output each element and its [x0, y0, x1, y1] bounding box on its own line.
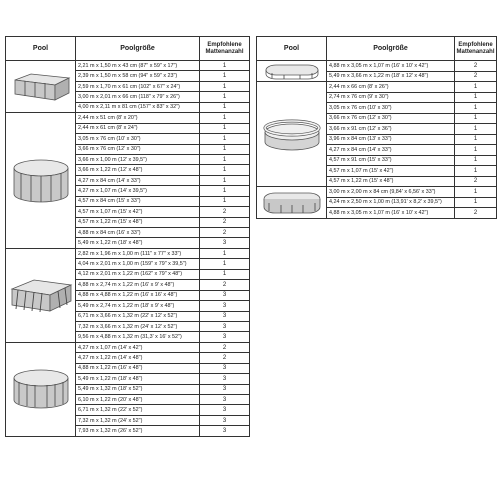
pool-size-cell: 4,57 m x 1,07 m (15' x 42"): [327, 166, 455, 177]
pool-size-cell: 3,66 m x 91 cm (12' x 36"): [327, 124, 455, 135]
pool-size-cell: 4,27 m x 84 cm (14' x 33"): [327, 145, 455, 156]
pool-size-cell: 3,05 m x 76 cm (10' x 30"): [76, 134, 200, 144]
pool-size-cell: 6,10 m x 1,22 m (20' x 48"): [76, 395, 200, 405]
table-row: [257, 61, 497, 72]
mat-count-cell: 1: [455, 166, 497, 177]
mat-count-cell: 1: [455, 187, 497, 198]
mat-count-cell: 3: [200, 332, 250, 342]
pool-size-cell: 6,71 m x 1,32 m (22' x 52"): [76, 405, 200, 415]
pool-size-cell: 7,93 m x 1,32 m (26' x 52"): [76, 426, 200, 436]
pool-column-header: Pool: [6, 37, 76, 61]
mat-count-cell: 3: [200, 405, 250, 415]
pool-size-cell: 2,44 m x 66 cm (8' x 26"): [327, 82, 455, 93]
mat-count-cell: 1: [200, 123, 250, 133]
pool-column-header: Pool: [257, 37, 327, 61]
mat-count-cell: 2: [200, 342, 250, 352]
mat-count-cell: 1: [455, 124, 497, 135]
pool-size-cell: 3,00 m x 2,00 m x 84 cm (9,84' x 6,56' x 33"): [327, 187, 455, 198]
mat-count-cell: 1: [200, 154, 250, 164]
oval-frame-pool-icon: [257, 61, 327, 82]
pool-size-cell: 5,49 m x 1,22 m (18' x 48"): [76, 238, 200, 248]
pool-size-table-left: [5, 36, 250, 437]
mat-count-cell: 1: [200, 61, 250, 71]
mat-count-cell: 1: [455, 103, 497, 114]
mat-count-cell: 1: [200, 71, 250, 81]
mat-count-cell: 2: [200, 280, 250, 290]
pool-size-cell: 9,56 m x 4,88 m x 1,32 m (31,3' x 16' x 52"): [76, 332, 200, 342]
pool-size-cell: 3,00 m x 2,01 m x 66 cm (118" x 79" x 26"): [76, 92, 200, 102]
mat-count-cell: 1: [455, 134, 497, 145]
mat-count-cell: 3: [200, 395, 250, 405]
pool-size-cell: 4,88 m x 84 cm (16' x 33"): [76, 228, 200, 238]
pool-size-cell: 4,57 m x 84 cm (15' x 33"): [76, 196, 200, 206]
pool-size-cell: 3,66 m x 76 cm (12' x 30"): [327, 113, 455, 124]
pool-size-cell: 2,39 m x 1,50 m x 58 cm (94" x 59" x 23"): [76, 71, 200, 81]
mat-count-cell: 2: [455, 61, 497, 72]
mat-count-cell: 1: [200, 259, 250, 269]
mat-count-cell: 3: [200, 384, 250, 394]
mat-count-cell: 1: [455, 197, 497, 208]
mat-count-cell: 1: [455, 113, 497, 124]
pool-size-cell: 3,66 m x 76 cm (12' x 30"): [76, 144, 200, 154]
pool-size-cell: 4,12 m x 2,01 m x 1,22 m (162" x 79" x 48"): [76, 269, 200, 279]
rectangular-frame-pool-small-icon: [6, 61, 76, 113]
pool-size-cell: 4,27 m x 1,07 m (14' x 39,5"): [76, 186, 200, 196]
mat-count-cell: 3: [200, 311, 250, 321]
pool-size-cell: 5,49 m x 3,66 m x 1,22 m (18' x 12' x 48"): [327, 71, 455, 82]
pool-size-column-header: Poolgröße: [76, 37, 200, 61]
pool-size-cell: 6,71 m x 3,66 m x 1,32 m (22' x 12' x 52"): [76, 311, 200, 321]
pool-size-cell: 3,66 m x 1,22 m (12' x 48"): [76, 165, 200, 175]
pool-size-cell: 2,82 m x 1,96 m x 1,00 m (111" x 77" x 33"): [76, 248, 200, 258]
pool-size-cell: 4,27 m x 1,22 m (14' x 48"): [76, 353, 200, 363]
oval-metal-frame-pool-icon: [257, 187, 327, 219]
pool-size-cell: 3,96 m x 84 cm (13' x 33"): [327, 134, 455, 145]
mat-count-cell: 3: [200, 238, 250, 248]
mat-count-cell: 2: [455, 208, 497, 219]
mat-count-cell: 1: [200, 269, 250, 279]
pool-size-cell: 4,57 m x 1,22 m (15' x 48"): [76, 217, 200, 227]
pool-size-cell: 4,27 m x 84 cm (14' x 33"): [76, 175, 200, 185]
table-row: [257, 187, 497, 198]
mat-count-cell: 1: [455, 155, 497, 166]
mat-count-cell: 2: [200, 217, 250, 227]
pool-size-cell: 4,24 m x 2,50 m x 1,00 m (13,91' x 8,2' x 39,5"): [327, 197, 455, 208]
pool-size-cell: 2,44 m x 61 cm (8' x 24"): [76, 123, 200, 133]
pool-size-cell: 2,44 m x 51 cm (8' x 20"): [76, 113, 200, 123]
table-row: [6, 342, 250, 352]
table-row: [6, 113, 250, 123]
mat-count-cell: 1: [200, 81, 250, 91]
pool-size-cell: 2,21 m x 1,50 m x 43 cm (87" x 59" x 17"): [76, 61, 200, 71]
pool-size-cell: 4,88 m x 3,05 m x 1,07 m (16' x 10' x 42"): [327, 61, 455, 72]
mat-count-cell: 2: [455, 71, 497, 82]
mat-count-column-header: Empfohlene Mattenanzahl: [200, 37, 250, 61]
mat-count-cell: 1: [200, 113, 250, 123]
table-header-row: [6, 37, 250, 61]
mat-count-cell: 1: [200, 248, 250, 258]
mat-count-cell: 1: [200, 186, 250, 196]
easy-set-pool-icon: [257, 82, 327, 187]
mat-count-cell: 3: [200, 363, 250, 373]
pool-size-cell: 7,32 m x 3,66 m x 1,32 m (24' x 12' x 52"): [76, 321, 200, 331]
pool-size-cell: 4,04 m x 2,01 m x 1,00 m (159" x 79" x 39,5"): [76, 259, 200, 269]
pool-size-cell: 4,88 m x 3,05 m x 1,07 m (16' x 10' x 42"): [327, 208, 455, 219]
mat-count-cell: 3: [200, 301, 250, 311]
mat-count-cell: 1: [200, 175, 250, 185]
pool-size-cell: 4,57 m x 1,22 m (15' x 48"): [327, 176, 455, 187]
mat-count-cell: 1: [455, 145, 497, 156]
pool-size-cell: 4,88 m x 4,88 m x 1,22 m (16' x 16' x 48"): [76, 290, 200, 300]
table-row: [257, 82, 497, 93]
pool-size-cell: 5,49 m x 1,32 m (18' x 52"): [76, 384, 200, 394]
round-frame-pool-icon: [6, 113, 76, 249]
mat-count-cell: 1: [200, 196, 250, 206]
mat-count-cell: 2: [200, 228, 250, 238]
mat-count-cell: 1: [200, 144, 250, 154]
pool-size-table-right: [256, 36, 497, 219]
mat-count-cell: 1: [200, 134, 250, 144]
mat-count-cell: 2: [200, 207, 250, 217]
mat-count-cell: 1: [455, 92, 497, 103]
pool-size-cell: 4,00 m x 2,11 m x 81 cm (157" x 83" x 32"): [76, 102, 200, 112]
mat-count-cell: 3: [200, 415, 250, 425]
pool-size-cell: 4,88 m x 1,22 m (16' x 48"): [76, 363, 200, 373]
mat-count-cell: 2: [200, 353, 250, 363]
table-header-row: [257, 37, 497, 61]
mat-count-column-header: Empfohlene Mattenanzahl: [455, 37, 497, 61]
table-row: [6, 248, 250, 258]
mat-count-cell: 3: [200, 374, 250, 384]
pool-size-cell: 3,66 m x 1,00 m (12' x 39,5"): [76, 154, 200, 164]
round-ultra-frame-pool-icon: [6, 342, 76, 436]
pool-size-cell: 5,49 m x 1,22 m (18' x 48"): [76, 374, 200, 384]
pool-size-cell: 3,05 m x 76 cm (10' x 30"): [327, 103, 455, 114]
mat-count-cell: 1: [200, 102, 250, 112]
pool-size-cell: 7,32 m x 1,32 m (24' x 52"): [76, 415, 200, 425]
pool-size-cell: 4,27 m x 1,07 m (14' x 42"): [76, 342, 200, 352]
mat-count-cell: 1: [455, 82, 497, 93]
pool-size-cell: 2,59 m x 1,70 m x 61 cm (102" x 67" x 24"): [76, 81, 200, 91]
mat-count-cell: 3: [200, 290, 250, 300]
mat-count-cell: 3: [200, 426, 250, 436]
table-row: [6, 61, 250, 71]
pool-size-cell: 4,57 m x 1,07 m (15' x 42"): [76, 207, 200, 217]
mat-count-cell: 3: [200, 321, 250, 331]
pool-size-column-header: Poolgröße: [327, 37, 455, 61]
pool-size-cell: 2,74 m x 76 cm (9' x 30"): [327, 92, 455, 103]
mat-count-cell: 1: [200, 92, 250, 102]
mat-count-cell: 2: [455, 176, 497, 187]
pool-size-cell: 4,57 m x 91 cm (15' x 33"): [327, 155, 455, 166]
pool-size-cell: 5,49 m x 2,74 m x 1,22 m (18' x 9' x 48"): [76, 301, 200, 311]
rectangular-frame-pool-large-icon: [6, 248, 76, 342]
pool-size-cell: 4,88 m x 2,74 m x 1,22 m (16' x 9' x 48"): [76, 280, 200, 290]
mat-count-cell: 1: [200, 165, 250, 175]
